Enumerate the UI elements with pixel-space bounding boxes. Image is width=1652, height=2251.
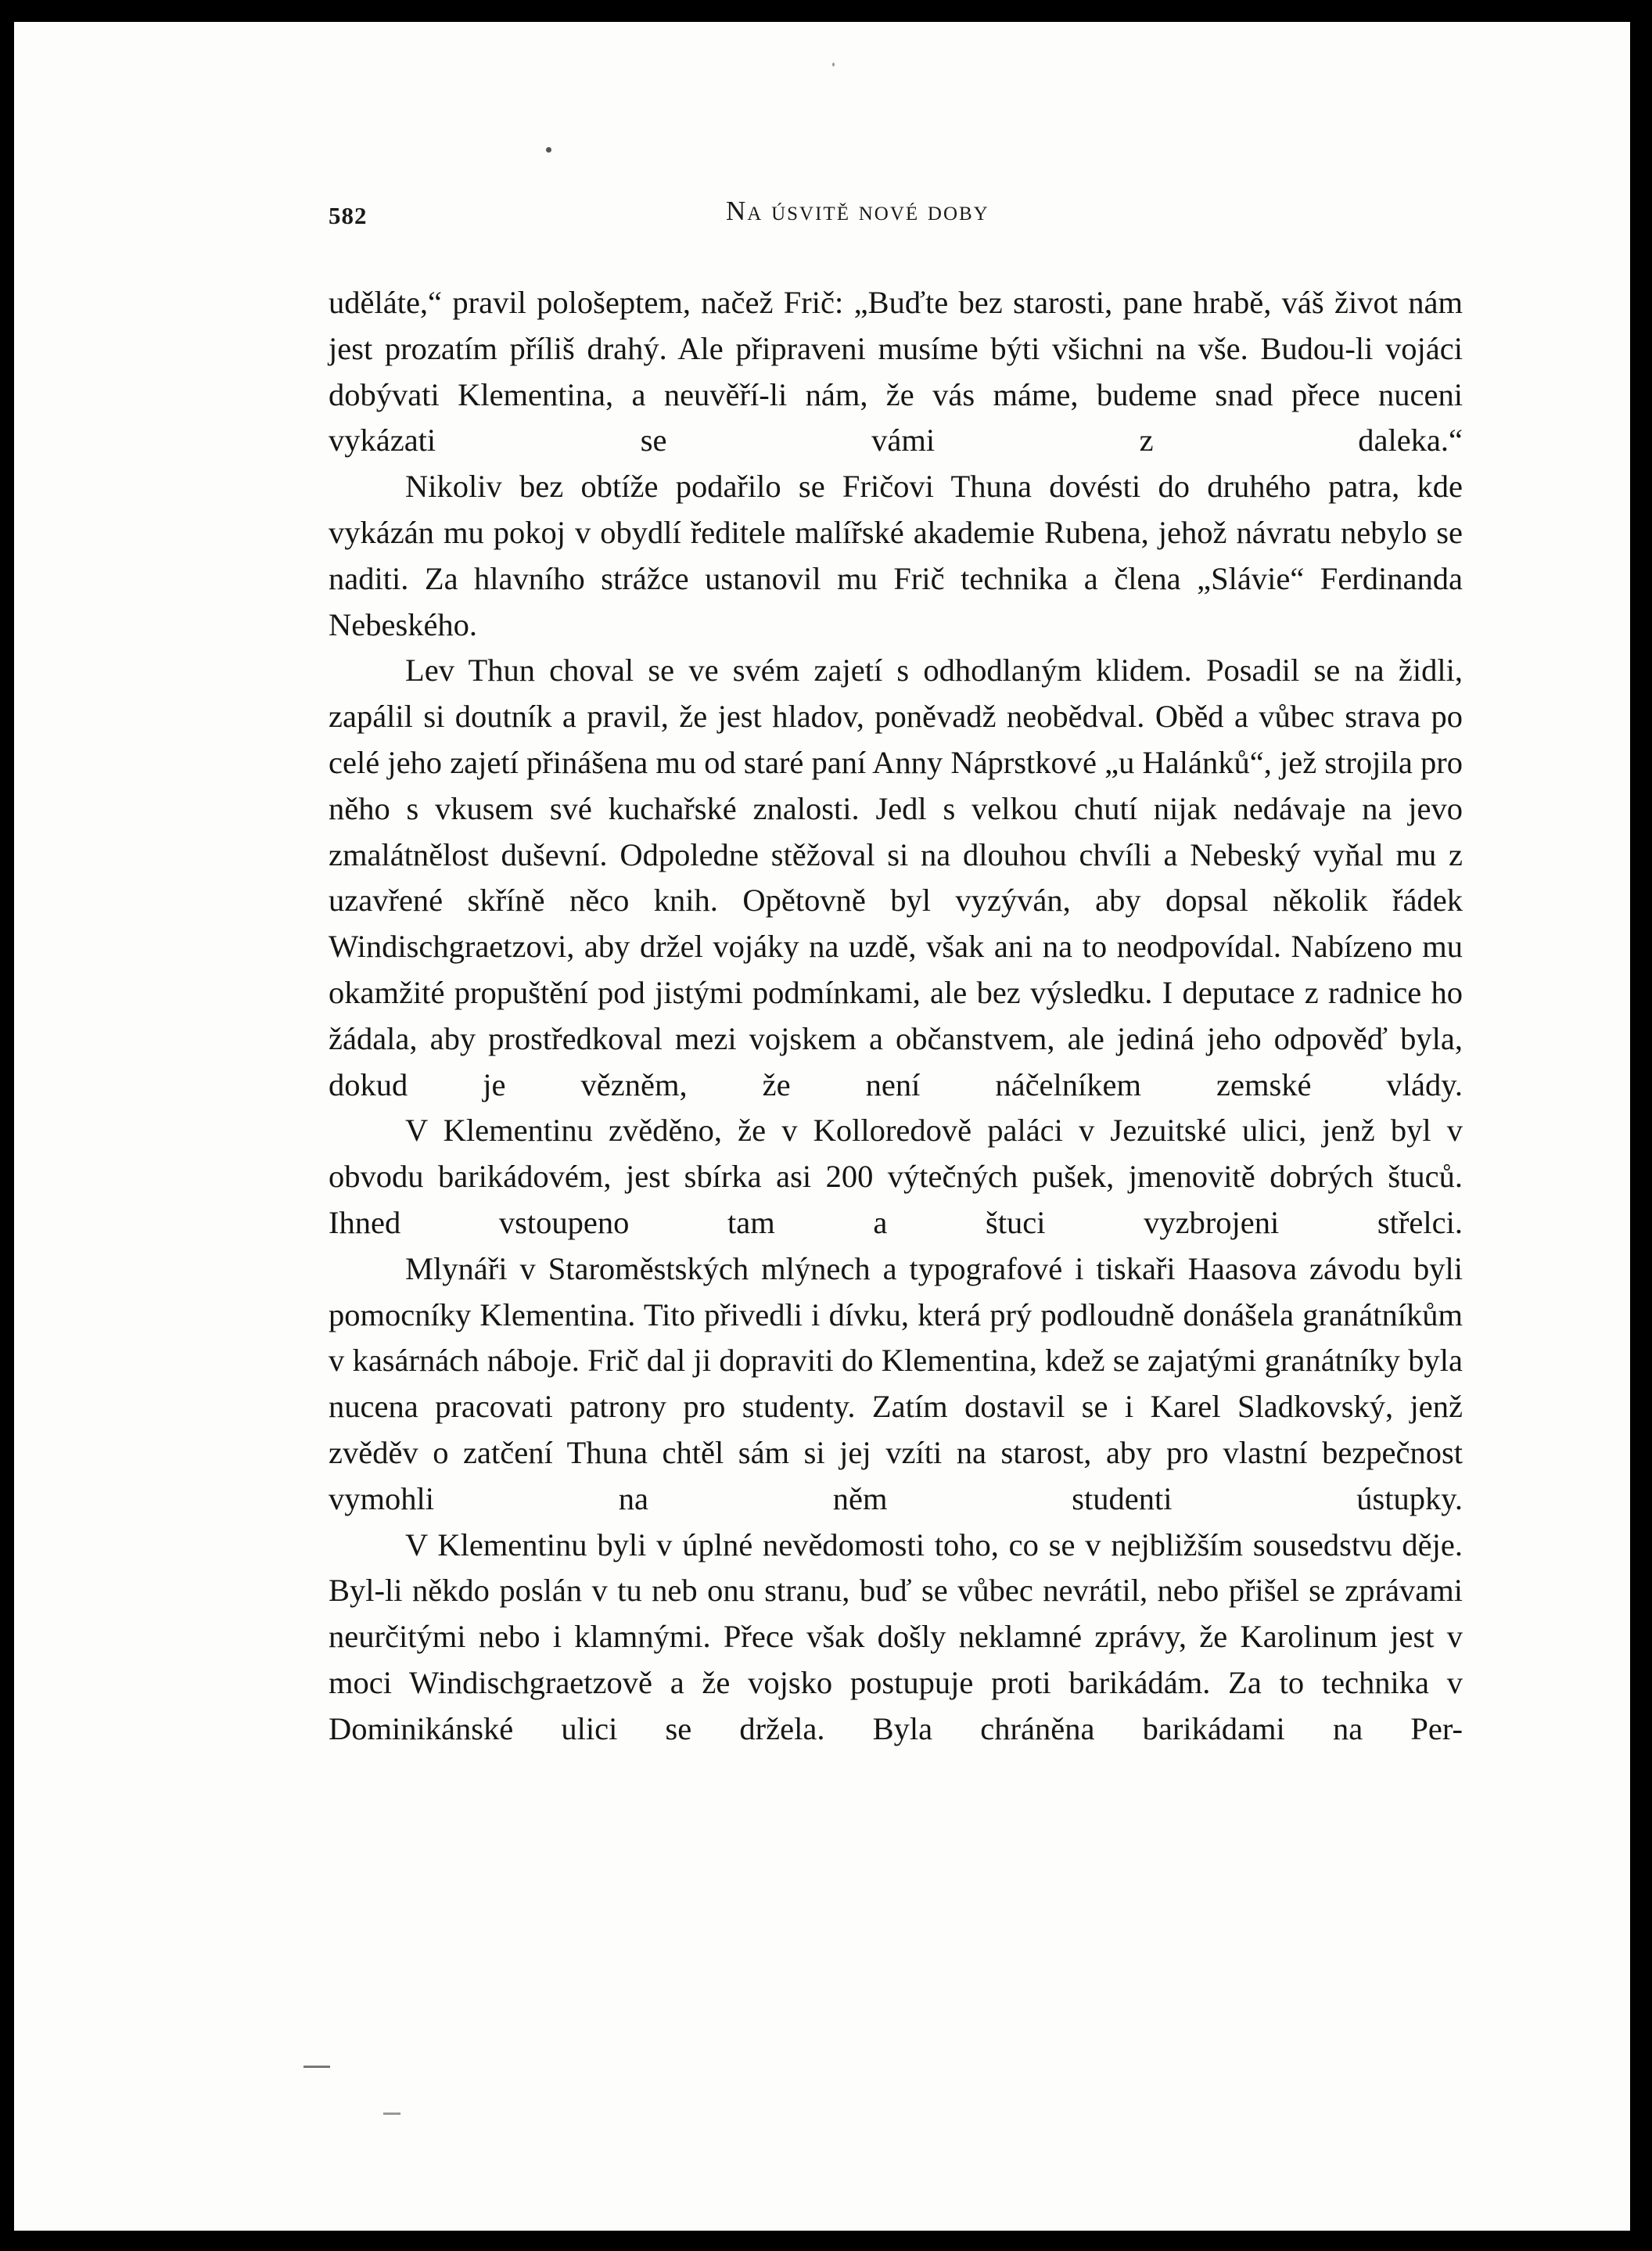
running-title: Na úsvitě nové doby [726,196,989,226]
paragraph: Mlynáři v Staroměstských mlýnech a typografové i tiskaři Haasova závodu byli pomocníky Klementina. Tito přivedli i dívku, která prý podloudně donášela granátníkům v kasárnách náboje. Frič dal ji dopraviti do Klementina, kdež se zajatými granátníky byla nucena pracovati patrony pro studenty. Zatím dostavil se i Karel Sladkovský, jenž zvěděv o zatčení Thuna chtěl sám si jej vzíti na starost, aby pro vlastní bezpečnost vymohli na něm studenti ústupky. [329,1250,1463,1516]
page-number: 582 [329,202,368,229]
paragraph: Lev Thun choval se ve svém zajetí s odhodlaným klidem. Posadil se na židli, zapálil si doutník a pravil, že jest hladov, poněvadž neobědval. Oběd a vůbec strava po celé jeho zajetí přinášena mu od staré paní Anny Náprstkové „u Halánků“, jež strojila pro něho s vkusem své kuchařské znalosti. Jedl s velkou chutí nijak nedávaje na jevo zmalátnělost duševní. Odpoledne stěžoval si na dlouhou chvíli a Nebeský vyňal mu z uzavřené skříně něco knih. Opětovně byl vyzýván, aby dopsal několik řádek Windischgraetzovi, aby držel vojáky na uzdě, však ani na to neodpovídal. Nabízeno mu okamžité propuštění pod jistými podmínkami, ale bez výsledku. I deputace z radnice ho žádala, aby prostředkoval mezi vojskem a občanstvem, ale jediná jeho odpověď byla, dokud je vězněm, že není náčelníkem zemské vlády. [329,653,1463,1102]
print-mark [303,2066,330,2068]
paragraph: V Klementinu byli v úplné nevědomosti toho, co se v nejbližším sousedstvu děje. Byl-li někdo poslán v tu neb onu stranu, buď se vůbec nevrátil, nebo přišel se zprávami neurčitými nebo i klamnými. Přece však došly neklamné zprávy, že Karolinum jest v moci Windischgraetzově a že vojsko postupuje proti barikádám. Za to technika v Dominikánské ulici se držela. Byla chráněna barikádami na Per- [329,1526,1463,1746]
paragraph: Nikoliv bez obtíže podařilo se Fričovi Thuna dovésti do druhého patra, kde vykázán mu pokoj v obydlí ředitele malířské akademie Rubena, jehož návratu nebylo se naditi. Za hlavního strážce ustanovil mu Frič technika a člena „Slávie“ Ferdinanda Nebeského. [329,469,1463,642]
paragraph: uděláte,“ pravil pološeptem, načež Frič: „Buďte bez starosti, pane hrabě, váš život nám jest prozatím příliš drahý. Ale připraveni musíme býti všichni na vše. Budou-li vojáci dobývati Klementina, a neuvěří-li nám, že vás máme, budeme snad přece nuceni vykázati se vámi z daleka.“ [329,285,1463,458]
running-head [14,180,1630,227]
body-text [329,280,1463,1753]
paragraph: V Klementinu zvěděno, že v Kolloredově paláci v Jezuitské ulici, jenž byl v obvodu barikádovém, jest sbírka asi 200 výtečných pušek, jmenovitě dobrých štuců. Ihned vstoupeno tam a štuci vyzbrojeni střelci. [329,1113,1463,1240]
book-page [14,22,1630,2231]
print-speck [546,147,551,153]
print-mark [383,2113,400,2115]
print-speck [832,63,835,67]
